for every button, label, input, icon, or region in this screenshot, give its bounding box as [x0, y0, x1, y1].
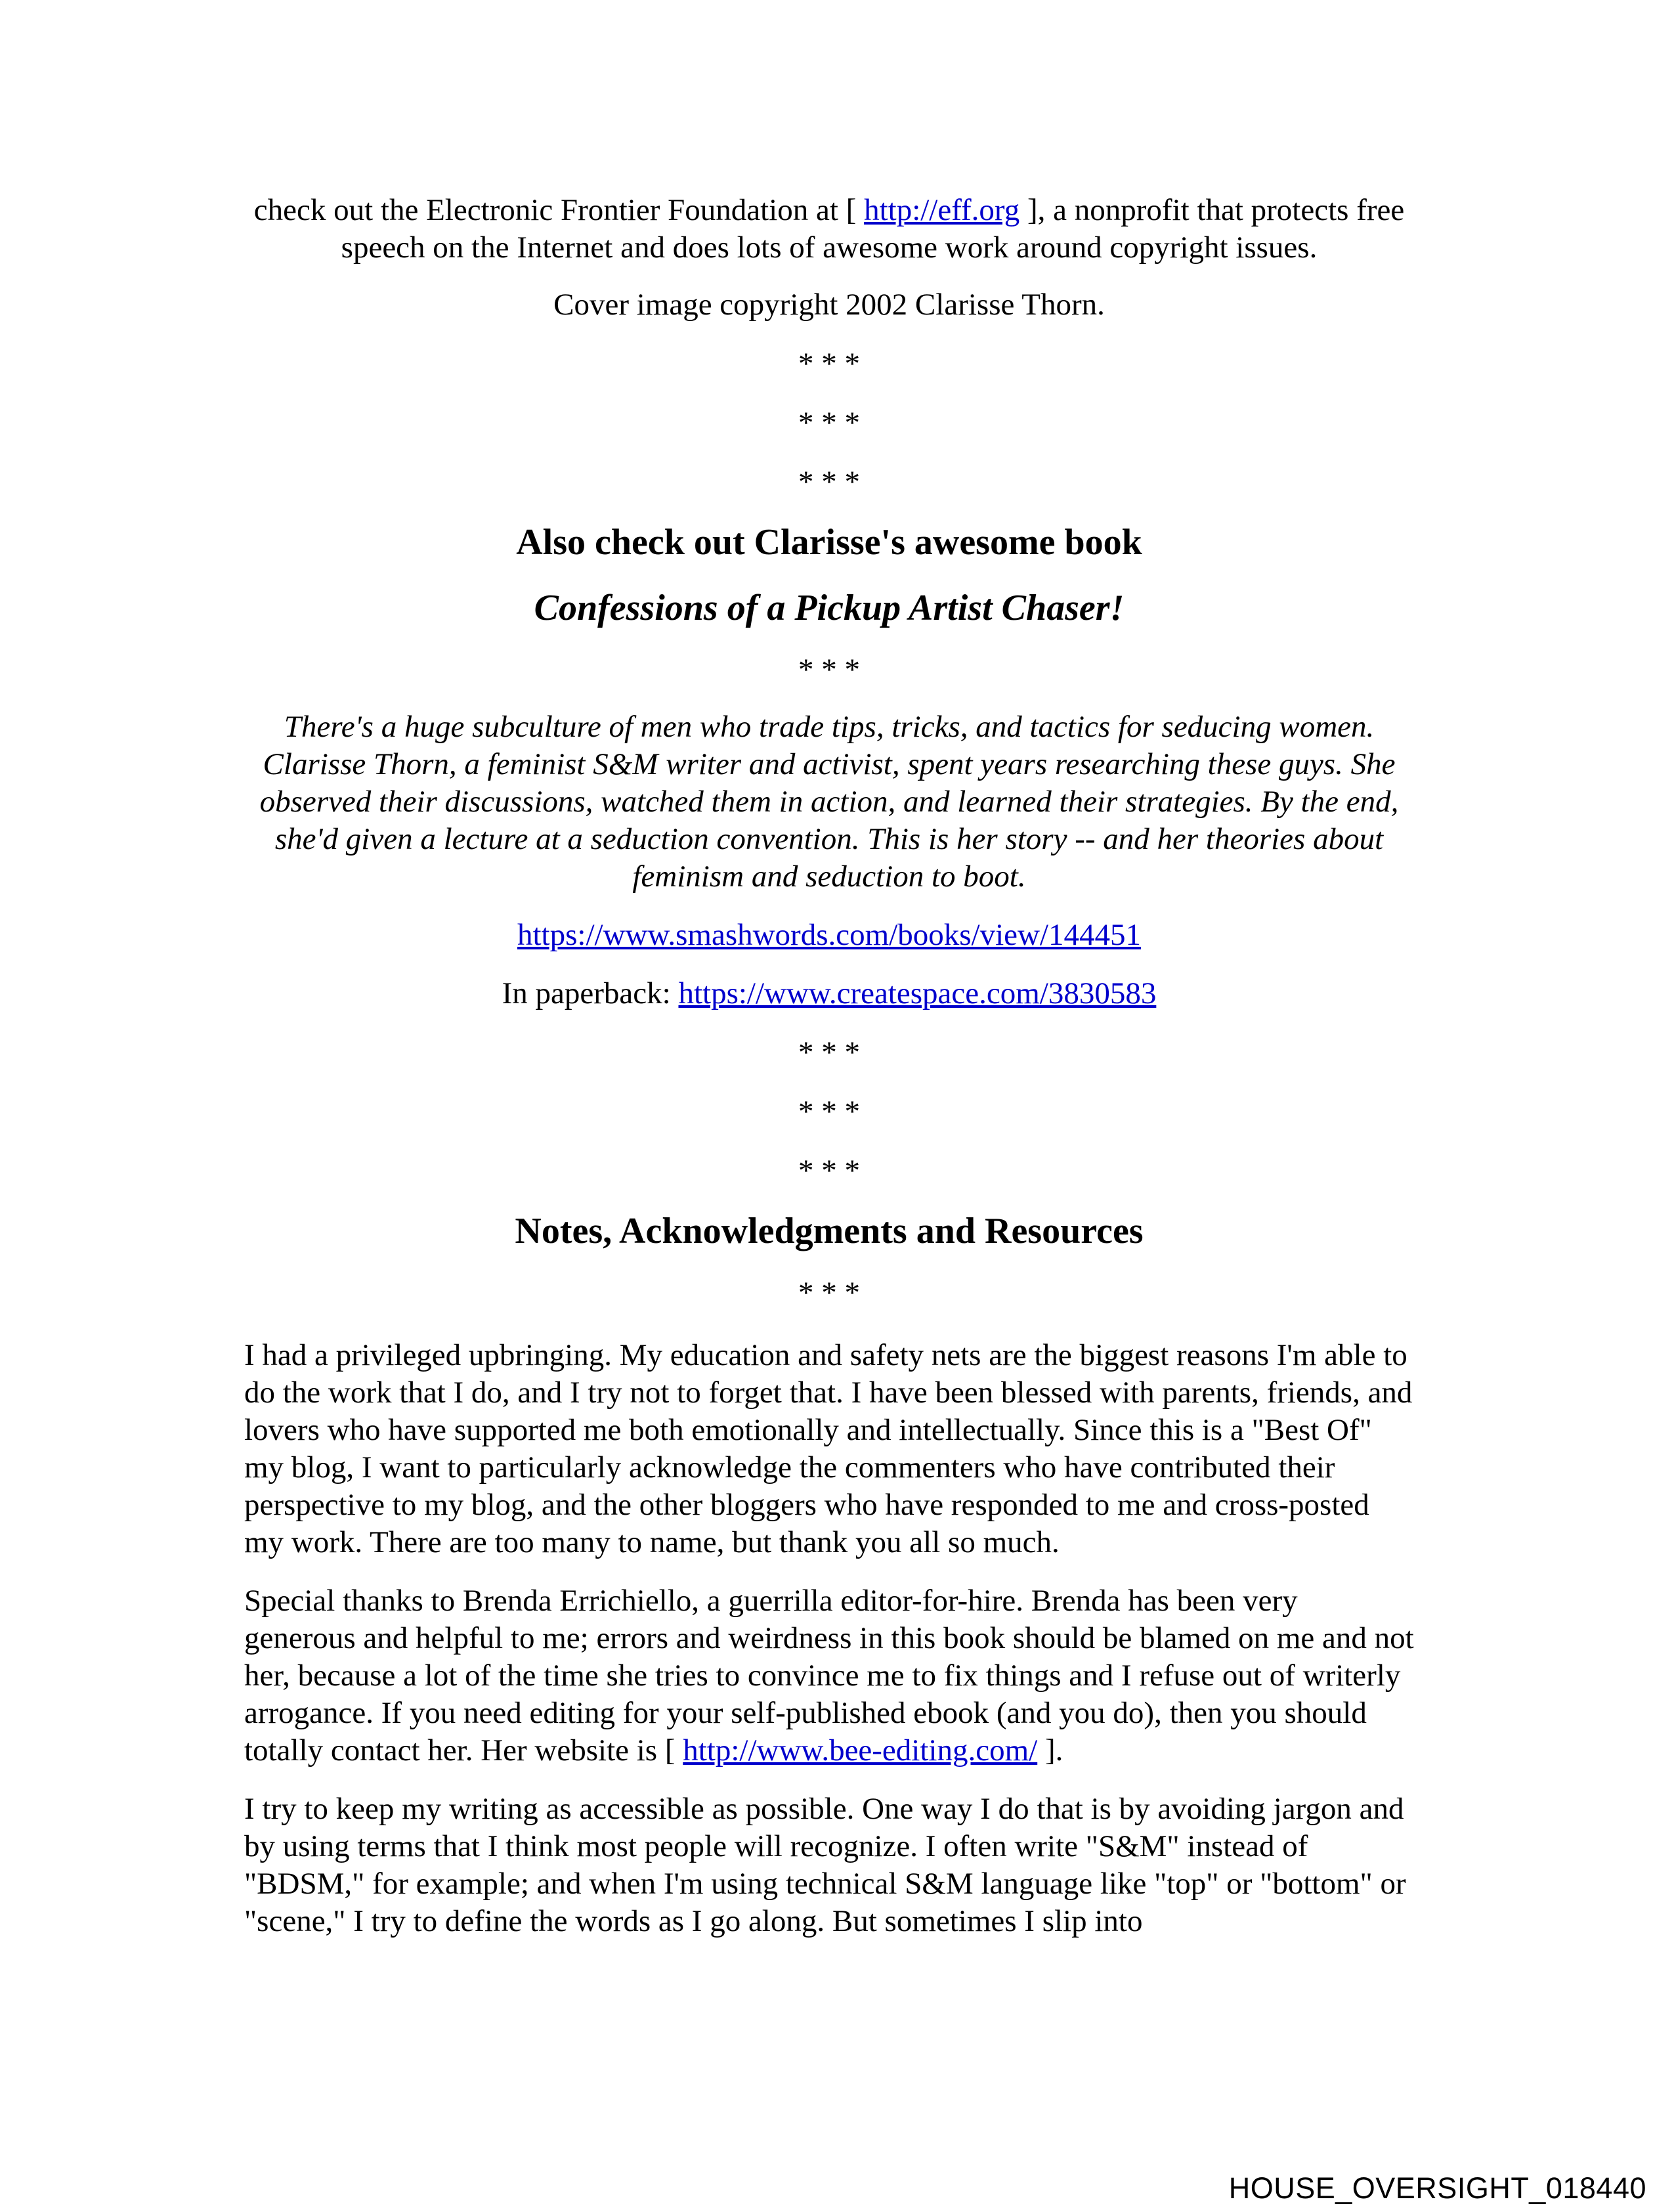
createspace-link[interactable]: https://www.createspace.com/3830583 [678, 976, 1157, 1010]
eff-link[interactable]: http://eff.org [864, 193, 1020, 227]
separator: * * * [798, 1276, 860, 1310]
cover-copyright: Cover image copyright 2002 Clarisse Thorn. [553, 288, 1105, 322]
separator: * * * [798, 1035, 860, 1070]
acknowledgments-paragraph-1: I had a privileged upbringing. My education and safety nets are the biggest reasons I'm able to do the work that I do, and I try not to forget that. I have been blessed with parents, friends, and lovers who have supported me both emotionally and intellectually. Since this is a "Best Of" my blog, I want to particularly acknowledge the commenters who have contributed their perspective to my blog, and the other bloggers who have responded to me and cross-posted my work. There are too many to name, but thank you all so much. [244, 1338, 1413, 1559]
acknowledgments-paragraph-2 [244, 1582, 1414, 1769]
eff-text-before: check out the Electronic Frontier Foundation at [ [253, 193, 865, 227]
promo-heading: Also check out Clarisse's awesome book [516, 522, 1142, 563]
separator: * * * [798, 1095, 860, 1129]
bates-number: HOUSE_OVERSIGHT_018440 [1228, 2171, 1646, 2205]
separator: * * * [798, 347, 860, 381]
paragraph-2-tail: ]. [1037, 1733, 1063, 1767]
eff-paragraph [244, 192, 1414, 267]
document-page [244, 192, 1414, 1940]
separator: * * * [798, 653, 860, 687]
book-blurb: There's a huge subculture of men who trade tips, tricks, and tactics for seducing women. Clarisse Thorn, a feminist S&M writer and activist, spent years researching these guys. She observed their discussions, watched them in action, and learned their strategies. By the end, she'd given a lecture at a seduction convention. This is her story -- and her theories about feminism and seduction to boot. [259, 710, 1399, 894]
paperback-label: In paperback: [502, 976, 679, 1010]
separator: * * * [798, 465, 860, 499]
book-title: Confessions of a Pickup Artist Chaser! [534, 588, 1125, 628]
separator: * * * [798, 1154, 860, 1188]
notes-heading: Notes, Acknowledgments and Resources [515, 1211, 1144, 1251]
bee-editing-link[interactable]: http://www.bee-editing.com/ [683, 1733, 1038, 1767]
eff-text-after: ], a nonprofit that protects free speech on the Internet and does lots of awesome work around copyright issues. [341, 193, 1405, 265]
paperback-paragraph [244, 975, 1414, 1012]
acknowledgments-paragraph-3: I try to keep my writing as accessible as possible. One way I do that is by avoiding jargon and by using terms that I think most people will recognize. I often write "S&M" instead of "BDSM," for example; and when I'm using technical S&M language like "top" or "bottom" or "scene," I try to define the words as I go along. But sometimes I slip into [244, 1792, 1406, 1938]
smashwords-link[interactable]: https://www.smashwords.com/books/view/144451 [517, 918, 1141, 952]
smashwords-paragraph [244, 917, 1414, 954]
separator: * * * [798, 406, 860, 440]
paragraph-2-text: Special thanks to Brenda Errichiello, a guerrilla editor-for-hire. Brenda has been very generous and helpful to me; errors and weirdness in this book should be blamed on me and not her, because a lot of the time she tries to convince me to fix things and I refuse out of writerly arrogance. If you need editing for your self-published ebook (and you do), then you should totally contact her. Her website is [ [244, 1584, 1414, 1767]
